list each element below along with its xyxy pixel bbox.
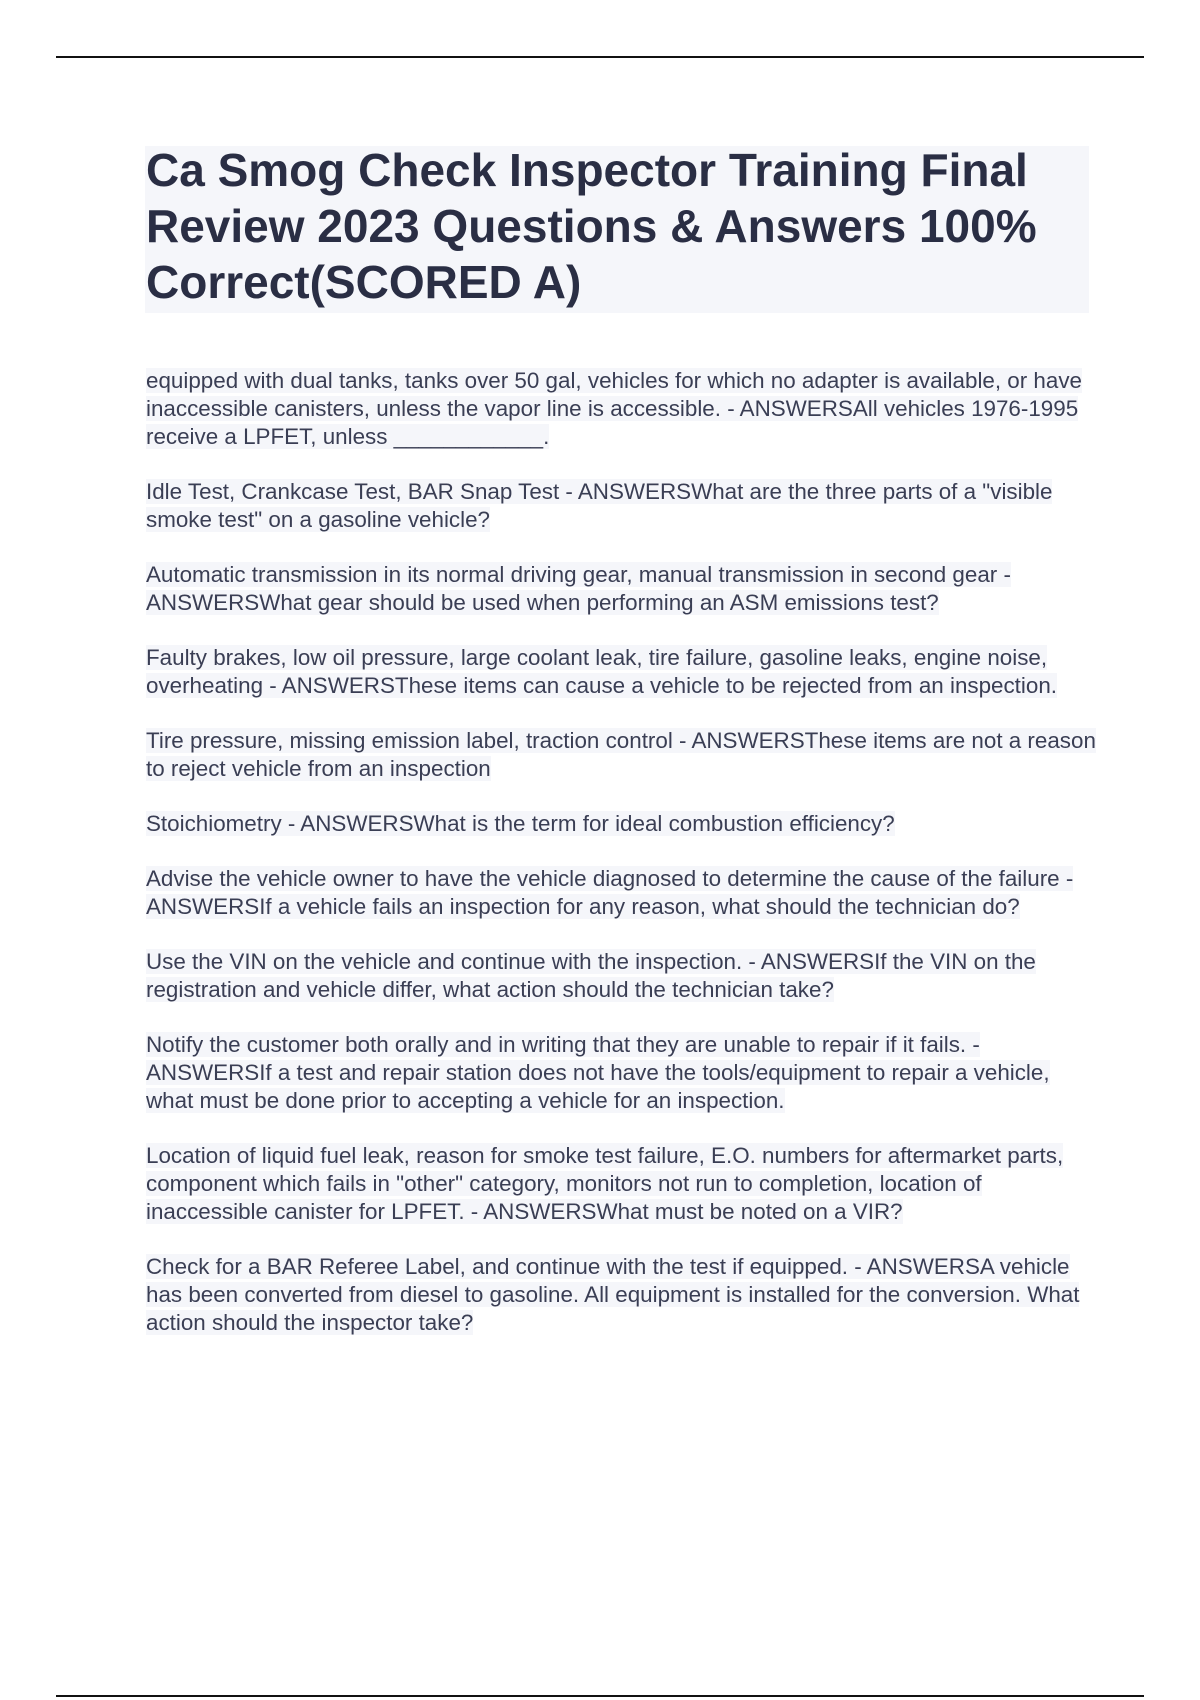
qa-paragraph-2: Idle Test, Crankcase Test, BAR Snap Test - ANSWERSWhat are the three parts of a "visible smoke test" on a gasoline vehicle? bbox=[146, 479, 1053, 532]
qa-paragraph-10: Location of liquid fuel leak, reason for smoke test failure, E.O. numbers for aftermarket parts, component which fails in "other" category, monitors not run to completion, location of inaccessible canister for LPFET. - ANSWERSWhat must be noted on a VIR? bbox=[146, 1143, 1064, 1224]
qa-paragraph-8: Use the VIN on the vehicle and continue with the inspection. - ANSWERSIf the VIN on the registration and vehicle differ, what action should the technician take? bbox=[146, 949, 1036, 1002]
qa-paragraph-6: Stoichiometry - ANSWERSWhat is the term for ideal combustion efficiency? bbox=[146, 811, 895, 836]
qa-paragraph-1: equipped with dual tanks, tanks over 50 gal, vehicles for which no adapter is available, or have inaccessible canisters, unless the vapor line is accessible. - ANSWERSAll vehicles 1976-1995 receive a LPFET, unless ____________. bbox=[146, 368, 1082, 449]
document-title: Ca Smog Check Inspector Training Final Review 2023 Questions & Answers 100% Correct(SCORED A) bbox=[146, 144, 1037, 308]
top-rule bbox=[56, 56, 1144, 58]
bottom-rule bbox=[56, 1695, 1144, 1697]
qa-paragraph-5: Tire pressure, missing emission label, traction control - ANSWERSThese items are not a reason to reject vehicle from an inspection bbox=[146, 728, 1096, 781]
document-body bbox=[146, 367, 1096, 1364]
qa-paragraph-11: Check for a BAR Referee Label, and continue with the test if equipped. - ANSWERSA vehicle has been converted from diesel to gasoline. All equipment is installed for the conversion. What action should the inspector take? bbox=[146, 1254, 1080, 1335]
qa-paragraph-3: Automatic transmission in its normal driving gear, manual transmission in second gear - ANSWERSWhat gear should be used when performing an ASM emissions test? bbox=[146, 562, 1011, 615]
qa-paragraph-9: Notify the customer both orally and in writing that they are unable to repair if it fails. - ANSWERSIf a test and repair station does not have the tools/equipment to repair a vehicle, what must be done prior to accepting a vehicle for an inspection. bbox=[146, 1032, 1050, 1113]
qa-paragraph-4: Faulty brakes, low oil pressure, large coolant leak, tire failure, gasoline leaks, engine noise, overheating - ANSWERSThese items can cause a vehicle to be rejected from an inspection. bbox=[146, 645, 1058, 698]
qa-paragraph-7: Advise the vehicle owner to have the vehicle diagnosed to determine the cause of the failure - ANSWERSIf a vehicle fails an inspection for any reason, what should the technician do? bbox=[146, 866, 1074, 919]
